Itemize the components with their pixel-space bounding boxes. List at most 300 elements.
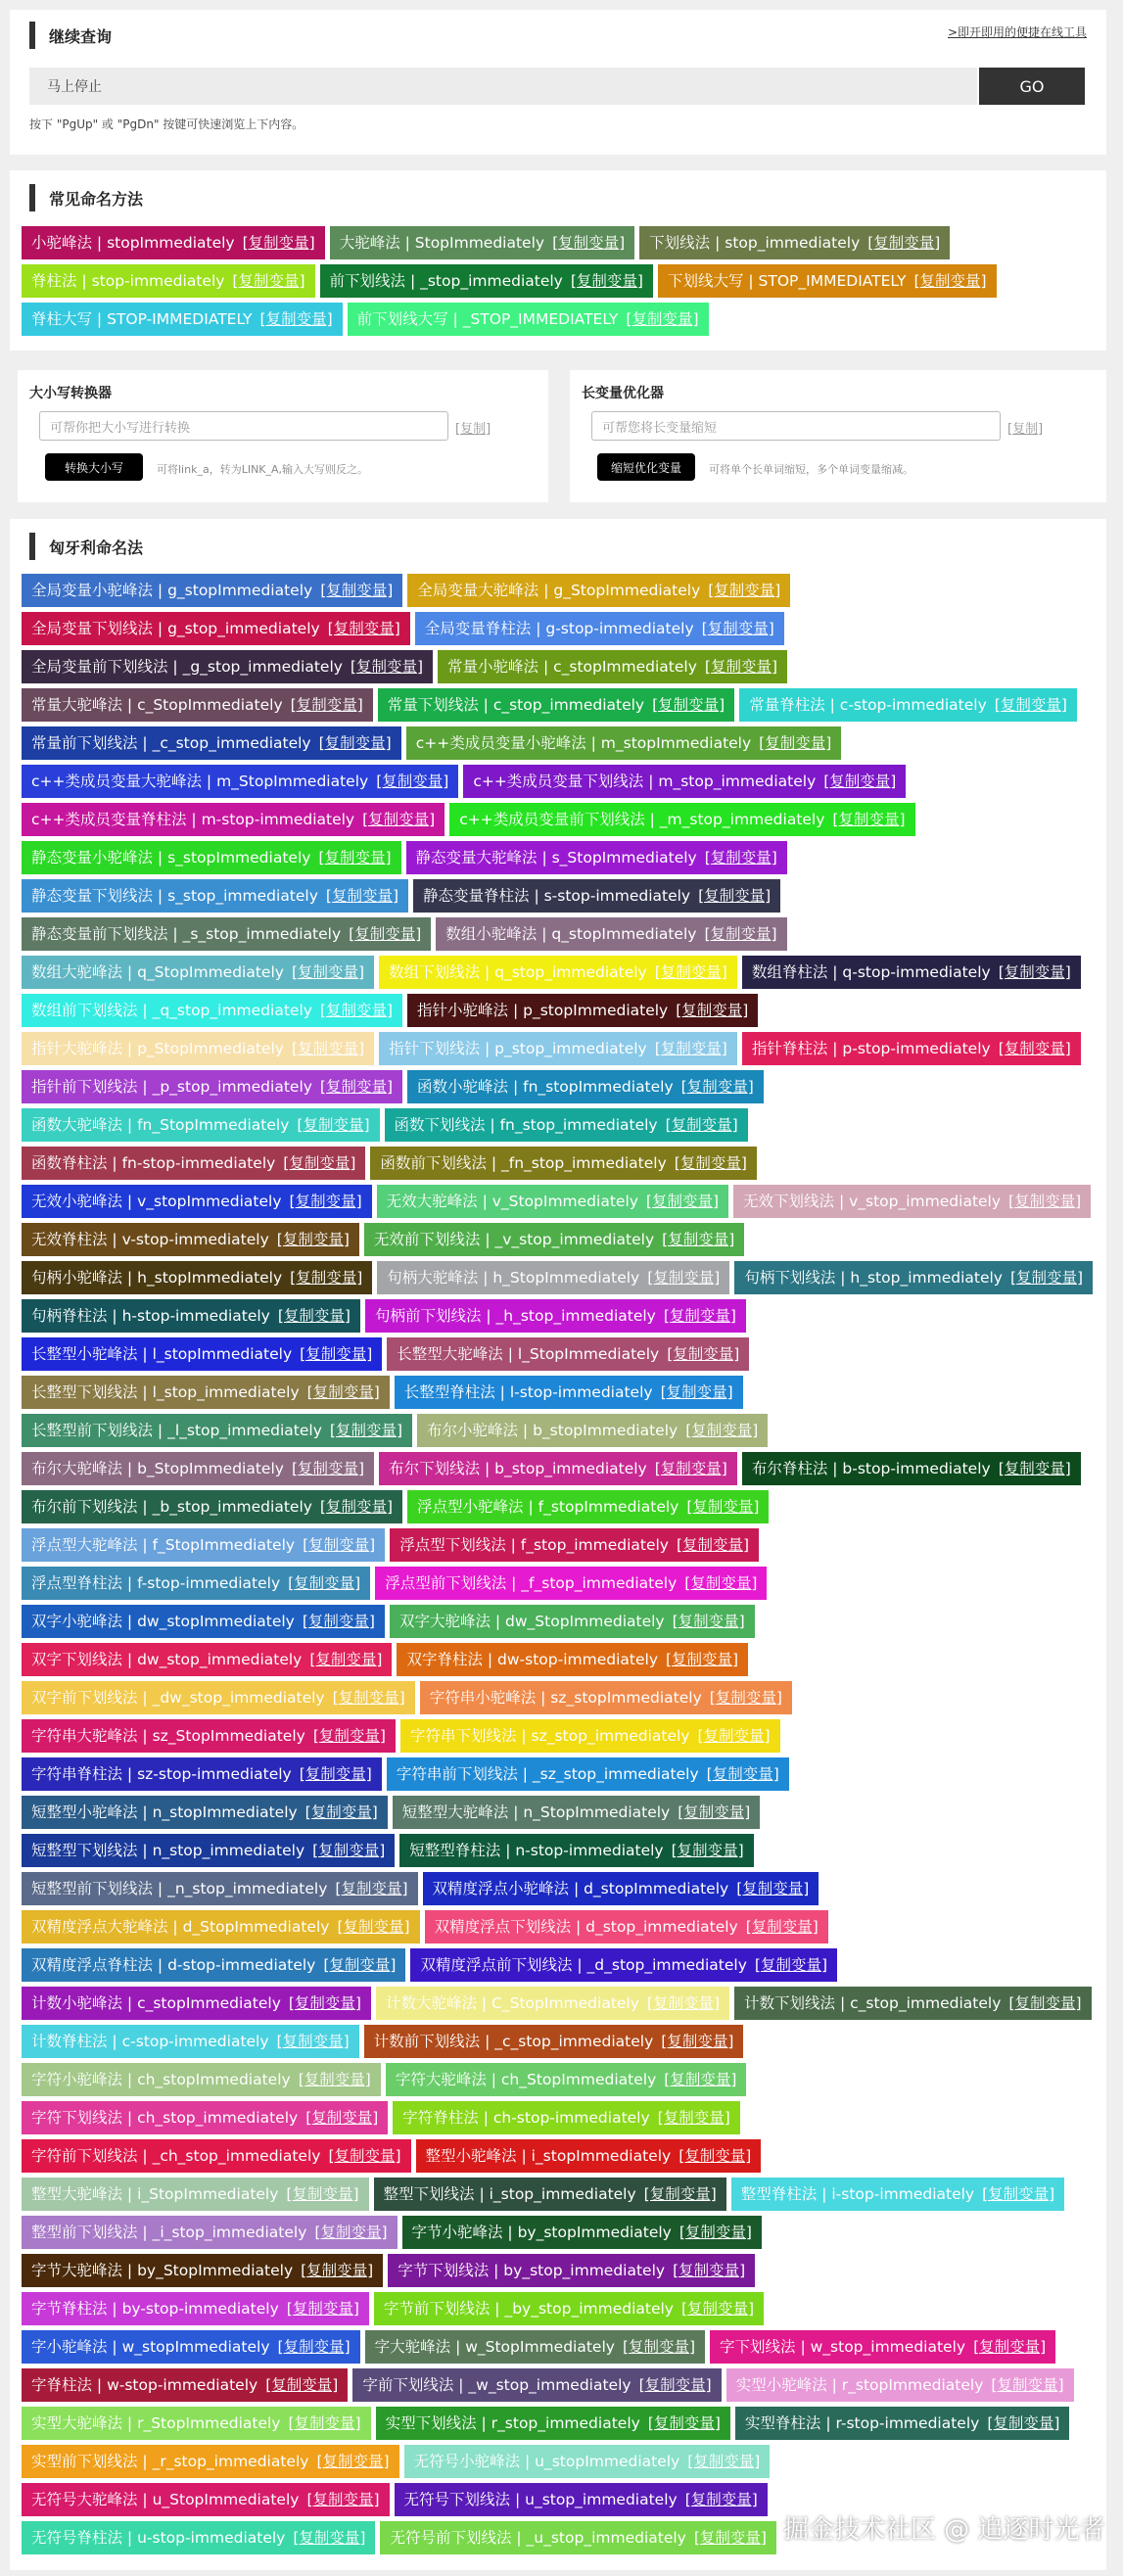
copy-variable-link[interactable]: [复制变量] [288,1574,361,1592]
copy-variable-link[interactable]: [复制变量] [314,2224,388,2241]
copy-variable-link[interactable]: [复制变量] [306,2491,380,2508]
copy-variable-link[interactable]: [复制变量] [676,1536,750,1554]
naming-tag-label: 字脊柱法 | w-stop-immediately [31,2376,258,2394]
naming-tag-label: 字节下划线法 | by_stop_immediately [398,2262,666,2279]
copy-variable-link[interactable]: [复制变量] [1008,1193,1082,1210]
copy-variable-link[interactable]: [复制变量] [745,1918,819,1936]
naming-tag [735,2407,1070,2440]
copy-variable-link[interactable]: [复制变量] [276,1231,350,1248]
naming-tag [378,688,734,722]
copy-variable-link[interactable]: [复制变量] [286,2185,359,2203]
case-converter-hint: 可将link_a，转为LINK_A,输入大写则反之。 [157,463,369,476]
naming-tag-label: 指针大驼峰法 | p_StopImmediately [31,1040,284,1057]
copy-variable-link[interactable]: [复制变量] [654,963,727,981]
naming-tag-label: 前下划线法 | _stop_immediately [329,272,563,290]
naming-tag-label: 双字脊柱法 | dw-stop-immediately [406,1651,658,1668]
naming-tag-label: 整型脊柱法 | i-stop-immediately [740,2185,975,2203]
naming-tag [22,1681,415,1714]
copy-variable-link[interactable]: [复制变量] [680,2300,755,2318]
naming-tag-label: 字节大驼峰法 | by_StopImmediately [31,2262,294,2279]
copy-variable-link[interactable]: [复制变量] [686,1498,760,1516]
copy-variable-link[interactable]: [复制变量] [664,2071,737,2088]
copy-variable-link[interactable]: [复制变量] [303,1536,376,1554]
copy-variable-link[interactable]: [复制变量] [327,620,400,637]
naming-tag [22,650,433,683]
naming-tag [22,1070,402,1103]
copy-variable-link[interactable]: [复制变量] [754,1956,827,1974]
naming-tag [742,1452,1081,1485]
copy-variable-link[interactable]: [复制变量] [698,887,772,905]
go-button[interactable]: GO [979,68,1085,105]
naming-tag-label: 浮点型脊柱法 | f-stop-immediately [31,1574,281,1592]
copy-variable-link[interactable]: [复制变量] [298,2071,371,2088]
naming-tag [425,1910,828,1944]
copy-variable-link[interactable]: [复制变量] [680,1078,754,1096]
copy-variable-link[interactable]: [复制变量] [704,849,777,866]
naming-tag-label: 小驼峰法 | stopImmediately [31,234,235,252]
naming-tag-label: 脊柱法 | stop-immediately [31,272,225,290]
naming-tag [386,2063,747,2096]
naming-tag [22,1834,395,1867]
copy-variable-link[interactable]: [复制变量] [291,1040,365,1057]
copy-variable-link[interactable]: [复制变量] [998,1040,1071,1057]
copy-variable-link[interactable]: [复制变量] [1009,1269,1084,1287]
naming-tag [22,1299,360,1333]
naming-tag-label: 字节小驼峰法 | by_stopImmediately [411,2224,672,2241]
naming-tag [22,1032,374,1065]
naming-tag [22,1337,382,1371]
copy-variable-link[interactable]: [复制变量] [647,2414,721,2432]
copy-variable-link[interactable]: [复制变量] [684,1574,758,1592]
copy-variable-link[interactable]: [复制变量] [647,1269,721,1287]
shorten-input[interactable]: 可帮您将长变量缩短 [591,411,1001,441]
copy-variable-link[interactable]: [复制变量] [312,1842,386,1859]
naming-tag [364,2025,744,2058]
copy-variable-link[interactable]: [复制变量] [302,1613,375,1630]
copy-variable-link[interactable]: [复制变量] [706,1765,779,1783]
naming-tag-label: 前下划线大写 | _STOP_IMMEDIATELY [356,310,619,328]
naming-tag [639,226,950,259]
naming-tag [22,1452,374,1485]
copy-variable-link[interactable]: [复制变量] [687,2453,761,2470]
naming-tag [407,574,790,607]
naming-tag-label: 字前下划线法 | _w_stop_immediately [362,2376,632,2394]
copy-variable-link[interactable]: [复制变量] [291,963,365,981]
naming-tag-label: 双精度浮点前下划线法 | _d_stop_immediately [420,1956,747,1974]
naming-tag-label: 长整型前下划线法 | _l_stop_immediately [31,1422,322,1439]
copy-variable-link[interactable]: [复制变量] [337,1918,410,1936]
common-tag-list [22,226,1099,341]
naming-tag [376,2407,730,2440]
copy-variable-link[interactable]: [复制变量] [306,1383,380,1401]
naming-tag [365,1299,746,1333]
naming-tag [22,2483,390,2516]
naming-tag [22,1910,420,1944]
copy-variable-link[interactable]: [复制变量] [283,1154,356,1172]
copy-variable-link[interactable]: [复制变量] [335,1880,408,1897]
naming-tag-label: 函数脊柱法 | fn-stop-immediately [31,1154,276,1172]
naming-tag-label: 双精度浮点脊柱法 | d-stop-immediately [31,1956,316,1974]
naming-tag-label: c++类成员变量小驼峰法 | m_stopImmediately [415,734,752,752]
copy-variable-link[interactable]: [复制变量] [645,1193,720,1210]
copy-variable-link[interactable]: [复制变量] [736,1880,810,1897]
naming-tag [390,1528,759,1562]
naming-tag-label: 计数脊柱法 | c-stop-immediately [31,2033,269,2050]
common-title: 常见命名方法 [49,189,144,209]
hungarian-panel [10,519,1106,2570]
copy-variable-link[interactable]: [复制变量] [319,1002,394,1019]
copy-variable-link[interactable]: [复制变量] [759,734,832,752]
naming-tag-label: 浮点型小驼峰法 | f_stopImmediately [417,1498,679,1516]
naming-tag-label: 布尔下划线法 | b_stop_immediately [389,1460,647,1477]
copy-variable-link[interactable]: [复制变量] [622,2338,696,2356]
naming-tag-label: 全局变量大驼峰法 | g_StopImmediately [417,582,701,599]
naming-tag [406,726,842,760]
copy-variable-link[interactable]: [复制变量] [708,582,781,599]
naming-tag [22,2216,398,2249]
naming-tag [393,1796,761,1829]
case-converter-input[interactable]: 可帮你把大小写进行转换 [39,411,448,441]
naming-tag-label: 无效大驼峰法 | v_StopImmediately [386,1193,638,1210]
copy-variable-link[interactable]: [复制变量] [867,234,941,252]
copy-variable-link[interactable]: [复制变量] [657,2109,730,2127]
copy-variable-link[interactable]: [复制变量] [643,2185,717,2203]
naming-tag-label: 计数大驼峰法 | C_StopImmediately [385,1994,639,2012]
naming-tag-label: 长整型小驼峰法 | l_stopImmediately [31,1345,293,1363]
naming-tag-label: 短整型前下划线法 | _n_stop_immediately [31,1880,328,1897]
title-bar-icon [29,533,35,560]
copy-variable-link[interactable]: [复制变量] [288,2414,361,2432]
naming-tag-label: 静态变量前下划线法 | _s_stop_immediately [31,925,342,943]
copy-variable-link[interactable]: [复制变量] [312,1727,386,1745]
naming-tag-label: c++类成员变量下划线法 | m_stop_immediately [473,773,817,790]
naming-tag-label: 浮点型前下划线法 | _f_stop_immediately [385,1574,678,1592]
copy-variable-link[interactable]: [复制变量] [291,1460,365,1477]
copy-variable-link[interactable]: [复制变量] [286,2300,359,2318]
copy-variable-link[interactable]: [复制变量] [982,2185,1055,2203]
convert-case-button[interactable]: 转换大小写 [45,453,143,481]
naming-tag-label: 无效小驼峰法 | v_stopImmediately [31,1193,282,1210]
copy-variable-link[interactable]: [复制变量] [277,2338,351,2356]
copy-variable-link[interactable]: [复制变量] [277,1307,351,1325]
search-section-title [29,22,112,49]
shorten-panel [570,370,1106,502]
naming-tag [22,1490,402,1523]
copy-variable-link[interactable]: [复制变量] [232,272,305,290]
copy-variable-link[interactable]: [复制变量] [309,1651,383,1668]
naming-tag-label: 实型前下划线法 | _r_stop_immediately [31,2453,309,2470]
search-title: 继续查询 [49,26,113,46]
naming-tag [739,688,1077,722]
copy-variable-link[interactable]: [复制变量] [660,1383,733,1401]
naming-tag [402,2216,762,2249]
naming-tag [734,1987,1091,2020]
copy-variable-link[interactable]: [复制变量] [570,272,643,290]
naming-tag [22,956,374,989]
naming-tag [22,994,402,1027]
naming-tag [22,2292,369,2325]
naming-tag-label: 字符串前下划线法 | _sz_stop_immediately [396,1765,699,1783]
naming-tag [22,688,373,722]
naming-tag [22,1261,372,1294]
copy-variable-link[interactable]: [复制变量] [685,1422,759,1439]
naming-tag [320,264,653,298]
copy-variable-link[interactable]: [复制变量] [242,234,315,252]
naming-tag [22,1948,405,1982]
shorten-copy-link[interactable]: [复制] [1007,422,1044,437]
copy-variable-link[interactable]: [复制变量] [552,234,626,252]
naming-tag [22,1414,412,1447]
naming-tag-label: 短整型大驼峰法 | n_StopImmediately [401,1803,671,1821]
shorten-hint: 可将单个长单词缩短，多个单词变量缩减。 [709,463,913,476]
naming-tag [410,1948,837,1982]
naming-tag-label: 数组脊柱法 | q-stop-immediately [751,963,991,981]
case-converter-title: 大小写转换器 [29,386,112,401]
naming-tag [404,2445,771,2478]
naming-tag-label: 字下划线法 | w_stop_immediately [720,2338,966,2356]
naming-tag [22,1643,392,1676]
copy-variable-link[interactable]: [复制变量] [823,773,897,790]
naming-tag [22,2254,383,2287]
naming-tag-label: 常量脊柱法 | c-stop-immediately [749,696,987,714]
naming-tag [22,226,325,259]
naming-tag-label: 无效前下划线法 | _v_stop_immediately [373,1231,655,1248]
naming-tag-label: 静态变量小驼峰法 | s_stopImmediately [31,849,311,866]
copy-variable-link[interactable]: [复制变量] [998,1460,1071,1477]
copy-variable-link[interactable]: [复制变量] [304,1803,378,1821]
naming-tag [22,879,408,913]
hungarian-section-title [29,533,143,560]
naming-tag [374,2292,764,2325]
copy-variable-link[interactable]: [复制变量] [301,2262,374,2279]
copy-variable-link[interactable]: [复制变量] [994,696,1067,714]
naming-tag-label: 布尔小驼峰法 | b_stopImmediately [427,1422,678,1439]
naming-tag [22,726,401,760]
copy-variable-link[interactable]: [复制变量] [672,1613,745,1630]
copy-variable-link[interactable]: [复制变量] [318,734,392,752]
search-input[interactable]: 马上停止 [29,68,977,105]
naming-tag [22,1223,359,1256]
copy-variable-link[interactable]: [复制变量] [288,1994,361,2012]
naming-tag [379,1452,737,1485]
naming-tag-label: 句柄小驼峰法 | h_stopImmediately [31,1269,283,1287]
copy-variable-link[interactable]: [复制变量] [991,2376,1064,2394]
copy-variable-link[interactable]: [复制变量] [678,1803,751,1821]
copy-variable-link[interactable]: [复制变量] [665,1116,738,1134]
naming-tag-label: 双精度浮点下划线法 | d_stop_immediately [434,1918,738,1936]
naming-tag-label: 长整型大驼峰法 | l_StopImmediately [397,1345,660,1363]
naming-tag-label: 整型前下划线法 | _i_stop_immediately [31,2224,307,2241]
naming-tag [374,2178,726,2211]
copy-variable-link[interactable]: [复制变量] [297,1116,370,1134]
naming-tag-label: 双字下划线法 | dw_stop_immediately [31,1651,303,1668]
copy-variable-link[interactable]: [复制变量] [349,925,422,943]
naming-tag-label: 字大驼峰法 | w_StopImmediately [374,2338,615,2356]
naming-tag-label: 短整型下划线法 | n_stop_immediately [31,1842,305,1859]
copy-variable-link[interactable]: [复制变量] [663,1307,736,1325]
copy-variable-link[interactable]: [复制变量] [1008,1994,1082,2012]
naming-tag [22,1796,388,1829]
naming-tag [22,574,402,607]
copy-variable-link[interactable]: [复制变量] [676,1002,749,1019]
naming-tag [406,841,787,874]
naming-tag [22,765,458,798]
copy-variable-link[interactable]: [复制变量] [329,1422,402,1439]
copy-variable-link[interactable]: [复制变量] [350,658,424,676]
naming-tag-label: c++类成员变量前下划线法 | _m_stop_immediately [459,811,825,828]
naming-tag [710,2330,1055,2364]
copy-variable-link[interactable]: [复制变量] [362,811,436,828]
naming-tag-label: 函数大驼峰法 | fn_StopImmediately [31,1116,290,1134]
copy-variable-link[interactable]: [复制变量] [290,1269,363,1287]
copy-variable-link[interactable]: [复制变量] [276,2033,350,2050]
copy-variable-link[interactable]: [复制变量] [319,1078,394,1096]
naming-tag [22,2330,360,2364]
naming-tag-label: 脊柱大写 | STOP-IMMEDIATELY [31,310,253,328]
copy-variable-link[interactable]: [复制变量] [328,2147,401,2165]
naming-tag-label: 无符号脊柱法 | u-stop-immediately [31,2529,286,2547]
case-converter-copy-link[interactable]: [复制] [455,422,491,437]
naming-tag-label: 字符串下划线法 | sz_stop_immediately [409,1727,690,1745]
naming-tag-label: 常量小驼峰法 | c_stopImmediately [447,658,697,676]
naming-tag [379,956,737,989]
shorten-button[interactable]: 缩短优化变量 [597,453,695,481]
naming-tag-label: 布尔大驼峰法 | b_StopImmediately [31,1460,284,1477]
copy-variable-link[interactable]: [复制变量] [684,2491,758,2508]
copy-variable-link[interactable]: [复制变量] [709,1689,782,1707]
naming-tag [407,1490,769,1523]
naming-tag [377,1185,728,1218]
copy-variable-link[interactable]: [复制变量] [638,2376,712,2394]
naming-tag [449,803,914,836]
naming-tag [22,2521,375,2554]
copy-variable-link[interactable]: [复制变量] [320,582,394,599]
copy-variable-link[interactable]: [复制变量] [697,1727,771,1745]
copy-variable-link[interactable]: [复制变量] [693,2529,767,2547]
naming-tag [22,1605,385,1638]
naming-tag-label: 字符下划线法 | ch_stop_immediately [31,2109,299,2127]
copy-variable-link[interactable]: [复制变量] [704,925,777,943]
naming-tag-label: 下划线法 | stop_immediately [649,234,861,252]
copy-variable-link[interactable]: [复制变量] [299,1765,372,1783]
naming-tag-label: 字节脊柱法 | by-stop-immediately [31,2300,279,2318]
copy-variable-link[interactable]: [复制变量] [646,1994,721,2012]
naming-tag [375,1567,767,1600]
keyboard-hint: 按下 "PgUp" 或 "PgDn" 按键可快速浏览上下内容。 [29,117,304,131]
naming-tag-label: 句柄大驼峰法 | h_StopImmediately [387,1269,640,1287]
naming-tag-label: 布尔脊柱法 | b-stop-immediately [751,1460,991,1477]
naming-tag-label: 大驼峰法 | StopImmediately [339,234,545,252]
copy-variable-link[interactable]: [复制变量] [265,2376,339,2394]
copy-variable-link[interactable]: [复制变量] [289,1193,362,1210]
online-tools-link[interactable]: >即开即用的便捷在线工具 [947,25,1087,39]
naming-tag [22,1376,390,1409]
naming-tag [387,1337,749,1371]
copy-variable-link[interactable]: [复制变量] [662,1231,735,1248]
copy-variable-link[interactable]: [复制变量] [626,310,699,328]
naming-tag [420,1681,792,1714]
naming-tag [388,2254,755,2287]
copy-variable-link[interactable]: [复制变量] [290,696,363,714]
copy-variable-link[interactable]: [复制变量] [325,887,399,905]
copy-variable-link[interactable]: [复制变量] [300,1345,373,1363]
copy-variable-link[interactable]: [复制变量] [701,620,774,637]
naming-tag-label: 句柄前下划线法 | _h_stop_immediately [374,1307,656,1325]
naming-tag [380,2521,776,2554]
naming-tag-label: c++类成员变量脊柱法 | m-stop-immediately [31,811,355,828]
naming-tag-label: 全局变量脊柱法 | g-stop-immediately [424,620,694,637]
naming-tag [22,1987,371,2020]
copy-variable-link[interactable]: [复制变量] [704,658,778,676]
copy-variable-link[interactable]: [复制变量] [654,1040,727,1057]
naming-tag [438,650,787,683]
naming-tag-label: 无效脊柱法 | v-stop-immediately [31,1231,269,1248]
naming-tag-label: 常量大驼峰法 | c_StopImmediately [31,696,283,714]
copy-variable-link[interactable]: [复制变量] [678,2224,752,2241]
copy-variable-link[interactable]: [复制变量] [318,849,392,866]
naming-tag-label: 整型小驼峰法 | i_stopImmediately [425,2147,672,2165]
naming-tag-label: 双精度浮点大驼峰法 | d_StopImmediately [31,1918,330,1936]
copy-variable-link[interactable]: [复制变量] [376,773,449,790]
copy-variable-link[interactable]: [复制变量] [673,2262,746,2279]
copy-variable-link[interactable]: [复制变量] [323,1956,397,1974]
naming-tag [395,2483,768,2516]
copy-variable-link[interactable]: [复制变量] [666,1651,739,1668]
copy-variable-link[interactable]: [复制变量] [652,696,725,714]
naming-tag-label: 双精度浮点小驼峰法 | d_stopImmediately [432,1880,729,1897]
naming-tag [22,1185,372,1218]
copy-variable-link[interactable]: [复制变量] [913,272,987,290]
naming-tag-label: 全局变量小驼峰法 | g_stopImmediately [31,582,313,599]
copy-variable-link[interactable]: [复制变量] [973,2338,1047,2356]
naming-tag [379,1032,737,1065]
naming-tag [385,1108,748,1142]
copy-variable-link[interactable]: [复制变量] [332,1689,405,1707]
copy-variable-link[interactable]: [复制变量] [998,963,1071,981]
naming-tag-label: 指针前下划线法 | _p_stop_immediately [31,1078,312,1096]
naming-tag [22,1872,418,1905]
naming-tag-label: 全局变量下划线法 | g_stop_immediately [31,620,320,637]
copy-variable-link[interactable]: [复制变量] [671,1842,744,1859]
copy-variable-link[interactable]: [复制变量] [319,1498,394,1516]
naming-tag [22,612,410,645]
naming-tag [413,879,780,913]
copy-variable-link[interactable]: [复制变量] [678,2147,752,2165]
naming-tag [436,917,786,951]
naming-tag-label: 常量下划线法 | c_stop_immediately [387,696,645,714]
naming-tag-label: 数组前下划线法 | _q_stop_immediately [31,1002,312,1019]
naming-tag [22,1719,396,1753]
copy-variable-link[interactable]: [复制变量] [667,1345,740,1363]
copy-variable-link[interactable]: [复制变量] [293,2529,366,2547]
naming-tag [407,994,758,1027]
naming-tag-label: 无符号小驼峰法 | u_stopImmediately [413,2453,680,2470]
copy-variable-link[interactable]: [复制变量] [832,811,906,828]
copy-variable-link[interactable]: [复制变量] [316,2453,390,2470]
copy-variable-link[interactable]: [复制变量] [654,1460,727,1477]
naming-tag-label: 函数小驼峰法 | fn_stopImmediately [417,1078,674,1096]
copy-variable-link[interactable]: [复制变量] [305,2109,379,2127]
naming-tag [22,1147,365,1180]
copy-variable-link[interactable]: [复制变量] [661,2033,734,2050]
copy-variable-link[interactable]: [复制变量] [259,310,333,328]
copy-variable-link[interactable]: [复制变量] [674,1154,747,1172]
naming-tag-label: 字符串大驼峰法 | sz_StopImmediately [31,1727,305,1745]
naming-tag-label: 全局变量前下划线法 | _g_stop_immediately [31,658,343,676]
copy-variable-link[interactable]: [复制变量] [987,2414,1060,2432]
naming-tag [397,1643,748,1676]
naming-tag-label: 整型下划线法 | i_stop_immediately [383,2185,636,2203]
